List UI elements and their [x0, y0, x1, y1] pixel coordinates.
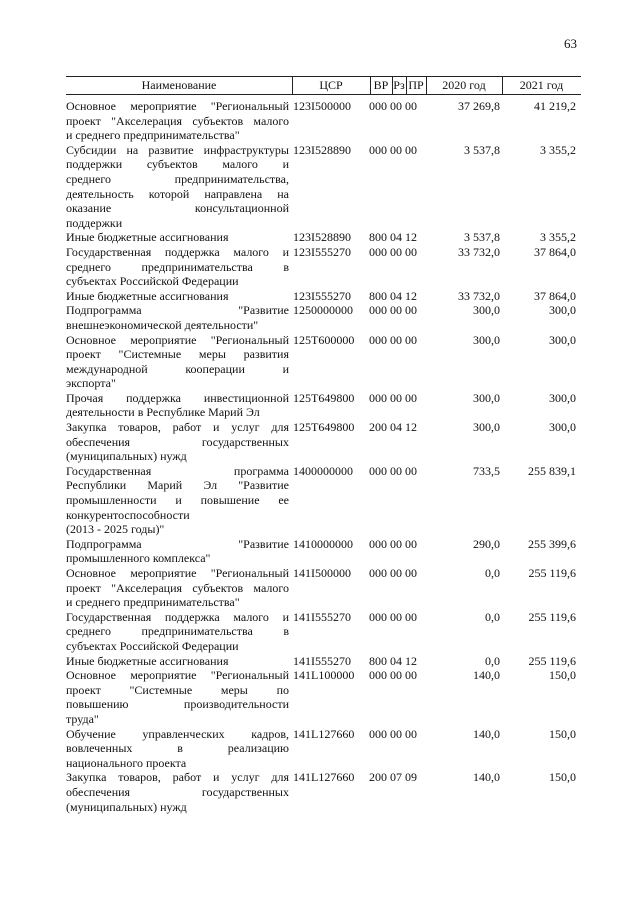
- row-name: [66, 303, 289, 332]
- row-2021: 37 864,0: [534, 244, 576, 259]
- row-code: 000 00 00: [369, 609, 417, 624]
- row-name-line: Субсидии на развитие инфраструктуры: [66, 142, 289, 157]
- row-name-line: промышленности и повышение ее: [66, 493, 289, 508]
- row-2020: 290,0: [473, 536, 500, 551]
- row-name-line: проект "Акселерация субъектов малого: [66, 113, 289, 128]
- row-name: [66, 391, 289, 420]
- row-code: 000 00 00: [369, 726, 417, 741]
- row-code: 800 04 12: [369, 288, 417, 303]
- row-name: [66, 333, 289, 391]
- row-2020: 140,0: [473, 770, 500, 785]
- row-name-line: Основное мероприятие "Региональный: [66, 99, 289, 113]
- header-2021: 2021 год: [519, 78, 564, 92]
- table-row: [66, 303, 581, 332]
- row-name-line: (муниципальных) нужд: [66, 799, 187, 814]
- row-csr: 125T649800: [293, 420, 355, 435]
- table-row: [66, 391, 581, 420]
- row-2020: 300,0: [473, 332, 500, 347]
- row-csr: 123I528890: [293, 230, 351, 245]
- row-2020: 733,5: [473, 463, 500, 478]
- row-name-line: повышению производительности: [66, 697, 289, 712]
- table-row: [66, 727, 581, 771]
- row-2020: 300,0: [473, 303, 500, 318]
- row-name: [66, 143, 289, 231]
- table-header: [66, 76, 581, 95]
- table-row: [66, 537, 581, 566]
- row-name-line: (муниципальных) нужд: [66, 449, 187, 464]
- table-row: [66, 420, 581, 464]
- table-row: [66, 566, 581, 610]
- row-name: [66, 537, 289, 566]
- row-name: [66, 727, 289, 771]
- table-row: [66, 143, 581, 231]
- header-2020: 2020 год: [442, 78, 486, 92]
- row-csr: 141I500000: [293, 566, 351, 580]
- row-name: [66, 566, 289, 610]
- row-code: 200 04 12: [369, 420, 417, 435]
- row-code: 800 04 12: [369, 653, 417, 668]
- row-2021: 300,0: [549, 390, 576, 405]
- row-name-line: Прочая поддержка инвестиционной: [66, 390, 289, 405]
- row-csr: 141I555270: [293, 653, 351, 668]
- row-2020: 140,0: [473, 668, 500, 683]
- row-csr: 125T600000: [293, 332, 355, 347]
- table-row: [66, 610, 581, 654]
- page-number: 63: [564, 36, 577, 51]
- row-name-line: Иные бюджетные ассигнования: [66, 653, 229, 668]
- row-name-line: (2013 - 2025 годы)": [66, 522, 165, 537]
- row-2021: 300,0: [549, 332, 576, 347]
- row-name-line: оказание консультационной: [66, 201, 289, 216]
- header-vr: ВР: [373, 78, 389, 92]
- row-csr: 123I555270: [293, 288, 351, 303]
- row-code: 200 07 09: [369, 770, 417, 785]
- row-name-line: поддержки: [66, 215, 123, 230]
- header-csr: ЦСР: [319, 78, 343, 92]
- table-row: [66, 245, 581, 289]
- row-2021: 37 864,0: [534, 288, 576, 303]
- row-csr: 125T649800: [293, 390, 355, 405]
- row-code: 000 00 00: [369, 332, 417, 347]
- row-name-line: проект "Системные меры развития: [66, 347, 289, 362]
- row-name-line: экспорта": [66, 376, 116, 391]
- header-rz: Рз: [393, 78, 405, 92]
- row-name-line: деятельности в Республике Марий Эл: [66, 405, 260, 420]
- row-2020: 140,0: [473, 726, 500, 741]
- row-name-line: проект "Акселерация субъектов малого: [66, 580, 289, 595]
- row-csr: 123I555270: [293, 244, 351, 259]
- row-code: 000 00 00: [369, 244, 417, 259]
- row-name-line: субъектах Российской Федерации: [66, 274, 239, 289]
- row-csr: 141L127660: [293, 770, 355, 785]
- row-csr: 123I528890: [293, 142, 351, 157]
- row-name-line: субъектах Российской Федерации: [66, 638, 239, 653]
- row-name-line: проект "Системные меры по: [66, 682, 289, 697]
- row-name-line: и среднего предпринимательства": [66, 595, 240, 610]
- row-code: 000 00 00: [369, 99, 417, 113]
- row-name: [66, 420, 289, 464]
- row-2021: 150,0: [549, 668, 576, 683]
- row-name-line: среднего предпринимательства,: [66, 171, 289, 186]
- row-csr: 141L100000: [293, 668, 355, 683]
- row-2020: 300,0: [473, 390, 500, 405]
- row-2021: 255 119,6: [528, 566, 576, 580]
- row-name-line: международной кооперации и: [66, 361, 289, 376]
- row-csr: 141L127660: [293, 726, 355, 741]
- row-name-line: и среднего предпринимательства": [66, 128, 240, 143]
- row-name-line: Закупка товаров, работ и услуг для: [66, 770, 289, 785]
- row-2021: 255 839,1: [528, 463, 576, 478]
- row-2021: 3 355,2: [540, 142, 576, 157]
- header-name: Наименование: [141, 78, 217, 92]
- row-name-line: Государственная поддержка малого и: [66, 609, 289, 624]
- row-2021: 300,0: [549, 420, 576, 435]
- row-2020: 3 537,8: [464, 230, 500, 245]
- row-csr: 141I555270: [293, 609, 351, 624]
- row-name-line: деятельность которой направлена на: [66, 186, 289, 201]
- row-2020: 3 537,8: [464, 142, 500, 157]
- row-name: [66, 464, 289, 537]
- row-name-line: среднего предпринимательства в: [66, 259, 289, 274]
- row-name-line: поддержки субъектов малого и: [66, 157, 289, 172]
- row-code: 000 00 00: [369, 668, 417, 683]
- row-name-line: обеспечения государственных: [66, 784, 289, 799]
- row-name-line: Иные бюджетные ассигнования: [66, 230, 229, 245]
- row-name-line: Основное мероприятие "Региональный: [66, 332, 289, 347]
- row-name-line: вовлеченных в реализацию: [66, 741, 289, 756]
- row-2021: 255 119,6: [528, 609, 576, 624]
- row-2020: 300,0: [473, 420, 500, 435]
- row-2021: 150,0: [549, 726, 576, 741]
- row-name-line: внешнеэкономической деятельности": [66, 317, 259, 332]
- row-name-line: Подпрограмма "Развитие: [66, 536, 289, 551]
- row-name-line: Обучение управленческих кадров,: [66, 726, 289, 741]
- row-name-line: Основное мероприятие "Региональный: [66, 566, 289, 580]
- row-name: [66, 289, 289, 304]
- table-row: [66, 654, 581, 669]
- row-name: [66, 610, 289, 654]
- table-row: [66, 333, 581, 391]
- table-row: [66, 289, 581, 304]
- table-row: [66, 770, 581, 814]
- row-code: 000 00 00: [369, 536, 417, 551]
- row-code: 000 00 00: [369, 463, 417, 478]
- row-name-line: конкурентоспособности: [66, 507, 190, 522]
- table-row: [66, 99, 581, 143]
- row-name-line: обеспечения государственных: [66, 434, 289, 449]
- row-name: [66, 770, 289, 814]
- row-2020: 0,0: [485, 609, 500, 624]
- row-2020: 0,0: [485, 653, 500, 668]
- row-name: [66, 654, 289, 669]
- row-name: [66, 245, 289, 289]
- row-name-line: Закупка товаров, работ и услуг для: [66, 420, 289, 435]
- row-name-line: Подпрограмма "Развитие: [66, 303, 289, 318]
- header-pr: ПР: [408, 78, 424, 92]
- table-row: [66, 230, 581, 245]
- row-name: [66, 230, 289, 245]
- row-2021: 3 355,2: [540, 230, 576, 245]
- table-row: [66, 668, 581, 726]
- row-name-line: Государственная поддержка малого и: [66, 244, 289, 259]
- row-name-line: среднего предпринимательства в: [66, 624, 289, 639]
- row-name: [66, 668, 289, 726]
- row-name-line: промышленного комплекса": [66, 551, 211, 566]
- row-name-line: национального проекта: [66, 755, 187, 770]
- row-csr: 1400000000: [293, 463, 353, 478]
- row-code: 000 00 00: [369, 390, 417, 405]
- row-2021: 255 399,6: [528, 536, 576, 551]
- row-code: 000 00 00: [369, 142, 417, 157]
- row-name-line: труда": [66, 711, 99, 726]
- row-name: [66, 99, 289, 143]
- row-name-line: Республики Марий Эл "Развитие: [66, 478, 289, 493]
- row-csr: 1250000000: [293, 303, 353, 318]
- table-body: [66, 95, 581, 814]
- row-2021: 255 119,6: [528, 653, 576, 668]
- row-2020: 37 269,8: [458, 99, 500, 113]
- row-2020: 33 732,0: [458, 288, 500, 303]
- row-2020: 0,0: [485, 566, 500, 580]
- row-2020: 33 732,0: [458, 244, 500, 259]
- row-2021: 150,0: [549, 770, 576, 785]
- row-csr: 123I500000: [293, 99, 351, 113]
- budget-table: [66, 76, 581, 814]
- table-row: [66, 464, 581, 537]
- row-code: 000 00 00: [369, 303, 417, 318]
- row-csr: 1410000000: [293, 536, 353, 551]
- row-code: 000 00 00: [369, 566, 417, 580]
- row-name-line: Основное мероприятие "Региональный: [66, 668, 289, 683]
- row-name-line: Иные бюджетные ассигнования: [66, 288, 229, 303]
- row-2021: 41 219,2: [534, 99, 576, 113]
- row-name-line: Государственная программа: [66, 463, 289, 478]
- row-2021: 300,0: [549, 303, 576, 318]
- row-code: 800 04 12: [369, 230, 417, 245]
